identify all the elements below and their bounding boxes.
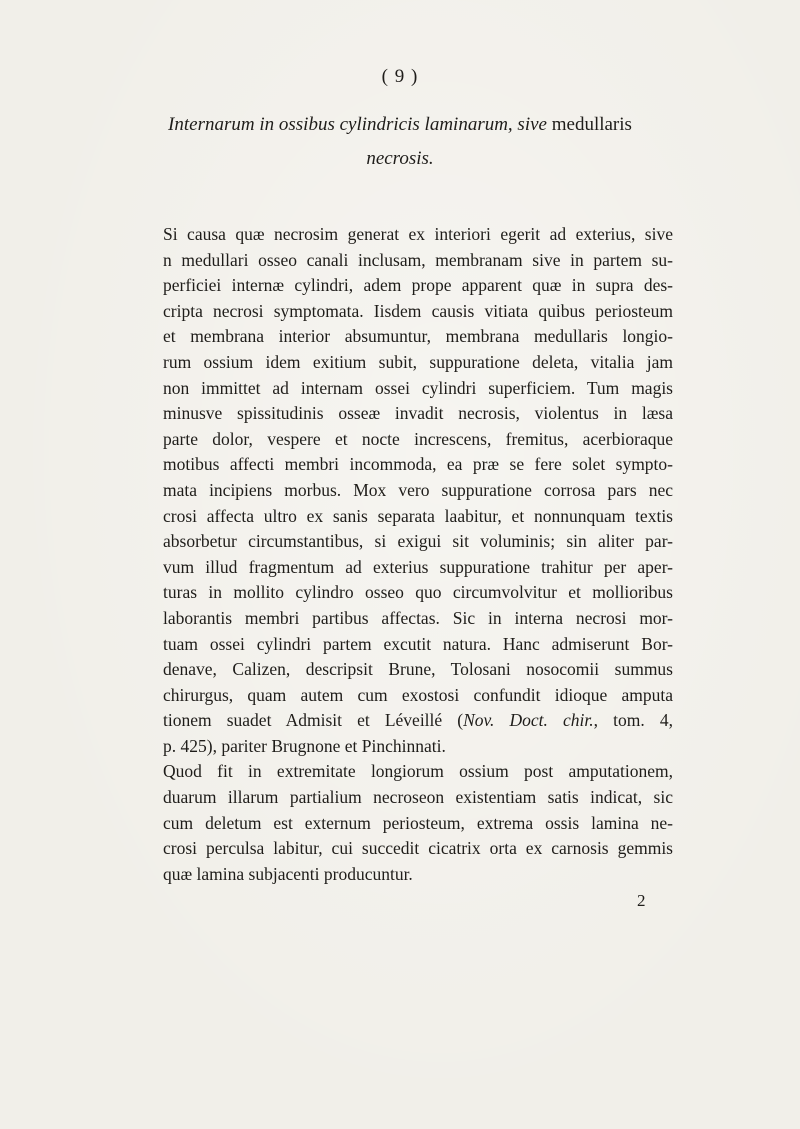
body-line: Si causa quæ necrosim generat ex interiori egerit ad exterius, sive [163, 224, 673, 244]
body-line: n medullari osseo canali inclusam, membranam sive in partem su- [163, 249, 673, 270]
body-line: cum deletum est externum periosteum, extrema ossis lamina ne- [163, 812, 673, 833]
body-line: absorbetur circumstantibus, si exigui sit voluminis; sin aliter par- [163, 531, 673, 552]
body-line: crosi affecta ultro ex sanis separata laabitur, et nonnunquam textis [163, 505, 673, 526]
body-paragraphs [163, 222, 673, 887]
body-line: non immittet ad internam ossei cylindri superficiem. Tum magis [163, 377, 673, 398]
body-line: denave, Calizen, descripsit Brune, Tolosani nosocomii summus [163, 659, 673, 680]
body-line: p. 425), pariter Brugnone et Pinchinnati. [163, 735, 446, 756]
body-line: rum ossium idem exitium subit, suppuratione deleta, vitalia jam [163, 351, 673, 372]
body-line: turas in mollito cylindro osseo quo circumvolvitur et mollioribus [163, 582, 673, 603]
signature-mark: 2 [637, 891, 646, 910]
body-line: motibus affecti membri incommoda, ea præ se fere solet sympto- [163, 454, 673, 475]
citation-title: Nov. Doct. chir. [463, 710, 594, 731]
citation-volume: , tom. 4, [593, 710, 673, 731]
body-line: perficiei internæ cylindri, adem prope apparent quæ in supra des- [163, 275, 673, 296]
heading-roman: medullaris [546, 114, 632, 135]
body-line: cripta necrosi symptomata. Iisdem causis vitiata quibus periosteum [163, 300, 673, 321]
body-line: tuam ossei cylindri partem excutit natura. Hanc admiserunt Bor- [163, 633, 673, 654]
heading-line-2: necrosis. [366, 148, 434, 169]
body-line: crosi perculsa labitur, cui succedit cicatrix orta ex carnosis gemmis [163, 838, 673, 859]
body-line: minusve spissitudinis osseæ invadit necrosis, violentus in læsa [163, 403, 673, 424]
body-line: chirurgus, quam autem cum exostosi confundit idioque amputa [163, 684, 673, 705]
citation-lead: tionem suadet Admisit et Léveillé ( [163, 710, 464, 731]
body-line: et membrana interior absumuntur, membrana medullaris longio- [163, 326, 673, 347]
body-line-citation [163, 708, 673, 734]
body-line: vum illud fragmentum ad exterius suppuratione trahitur per aper- [163, 556, 673, 577]
section-heading [0, 108, 800, 176]
body-line: quæ lamina subjacenti producuntur. [163, 863, 413, 884]
heading-line-1 [0, 108, 800, 142]
heading-italic: Internarum in ossibus cylindricis laminarum, sive [168, 114, 547, 135]
body-line: Quod fit in extremitate longiorum ossium post amputationem, [163, 761, 673, 782]
body-line: mata incipiens morbus. Mox vero suppuratione corrosa pars nec [163, 479, 673, 500]
body-line: parte dolor, vespere et nocte increscens, fremitus, acerbioraque [163, 428, 673, 449]
body-line: laborantis membri partibus affectas. Sic in interna necrosi mor- [163, 607, 673, 628]
page-number: ( 9 ) [381, 66, 419, 87]
body-line: duarum illarum partialium necroseon existentiam satis indicat, sic [163, 787, 673, 808]
